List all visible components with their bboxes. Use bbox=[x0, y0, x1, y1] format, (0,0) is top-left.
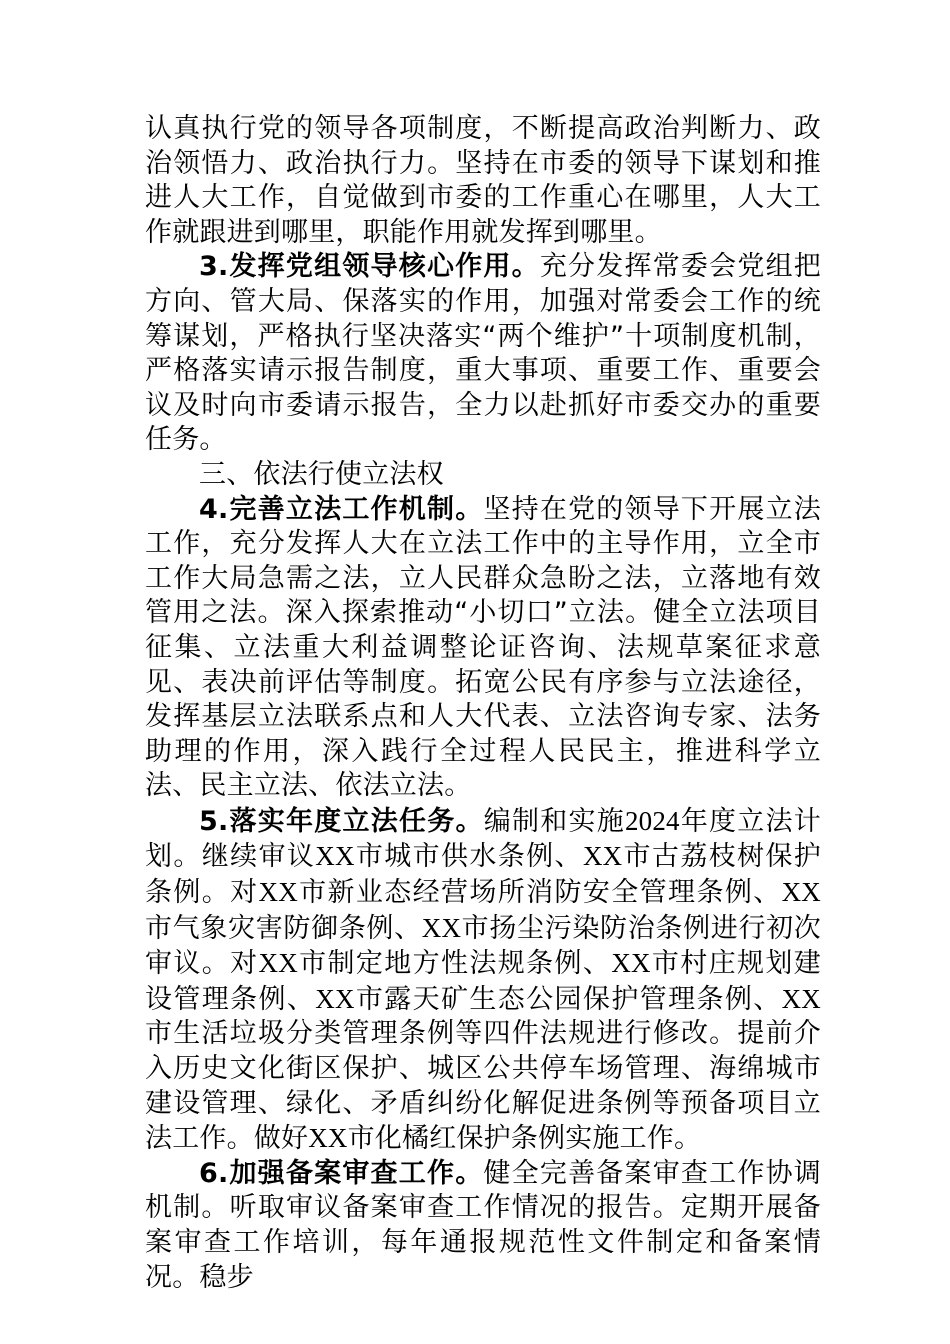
paragraph-6-heading: 6.加强备案审查工作。 bbox=[199, 1157, 484, 1189]
paragraph-6 bbox=[145, 1157, 821, 1295]
section-heading-3-text: 三、依法行使立法权 bbox=[199, 458, 444, 490]
paragraph-4-text: 坚持在党的领导下开展立法工作，充分发挥人大在立法工作中的主导作用，立全市工作大局急需之法，立人民群众急盼之法，立落地有效管用之法。深入探索推动“小切口”立法。健全立法项目征集、立法重大利益调整论证咨询、法规草案征求意见、表决前评估等制度。拓宽公民有序参与立法途径，发挥基层立法联系点和人大代表、立法咨询专家、法务助理的作用，深入践行全过程人民民主，推进科学立法、民主立法、依法立法。 bbox=[145, 493, 822, 802]
paragraph-6-text: 健全完善备案审查工作协调机制。听取审议备案审查工作情况的报告。定期开展备案审查工作培训，每年通报规范性文件制定和备案情况。稳步 bbox=[145, 1157, 822, 1293]
document-page bbox=[145, 112, 821, 1295]
paragraph-2-heading: 3.发挥党组领导核心作用。 bbox=[199, 251, 540, 283]
paragraph-2-text: 充分发挥常委会党组把方向、管大局、保落实的作用，加强对常委会工作的统筹谋划，严格执行坚决落实“两个维护”十项制度机制，严格落实请示报告制度，重大事项、重要工作、重要会议及时向市委请示报告，全力以赴抓好市委交办的重要任务。 bbox=[145, 251, 821, 456]
paragraph-2 bbox=[145, 250, 821, 458]
paragraph-5 bbox=[145, 804, 821, 1157]
paragraph-1-text: 认真执行党的领导各项制度，不断提高政治判断力、政治领悟力、政治执行力。坚持在市委的领导下谋划和推进人大工作，自觉做到市委的工作重心在哪里，人大工作就跟进到哪里，职能作用就发挥到哪里。 bbox=[145, 113, 821, 248]
paragraph-4-heading: 4.完善立法工作机制。 bbox=[199, 493, 484, 525]
paragraph-4 bbox=[145, 493, 821, 804]
paragraph-1 bbox=[145, 112, 821, 250]
paragraph-5-text: 编制和实施2024年度立法计划。继续审议XX市城市供水条例、XX市古荔枝树保护条例。对XX市新业态经营场所消防安全管理条例、XX市气象灾害防御条例、XX市扬尘污染防治条例进行初次审议。对XX市制定地方性法规条例、XX市村庄规划建设管理条例、XX市露天矿生态公园保护管理条例、XX市生活垃圾分类管理条例等四件法规进行修改。提前介入历史文化街区保护、城区公共停车场管理、海绵城市建设管理、绿化、矛盾纠纷化解促进条例等预备项目立法工作。做好XX市化橘红保护条例实施工作。 bbox=[145, 805, 822, 1155]
paragraph-5-heading: 5.落实年度立法任务。 bbox=[199, 805, 484, 837]
section-heading-3 bbox=[145, 458, 821, 493]
